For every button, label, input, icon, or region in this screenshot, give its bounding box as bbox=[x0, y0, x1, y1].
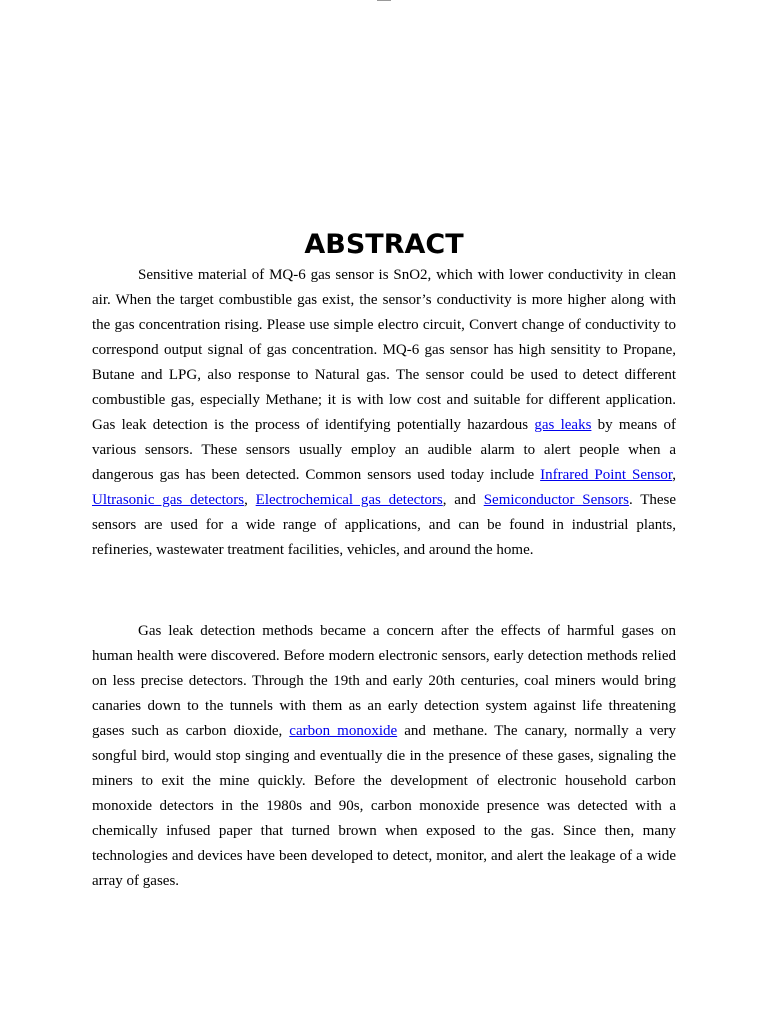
abstract-paragraph-2 bbox=[92, 619, 676, 894]
link-ultrasonic-gas-detectors[interactable]: Ultrasonic gas detectors bbox=[92, 492, 245, 508]
page-top-marker bbox=[377, 0, 391, 1]
paragraph-1-text-c: , bbox=[672, 467, 676, 483]
link-gas-leaks[interactable]: gas leaks bbox=[534, 417, 592, 433]
paragraph-1-text-f: . These sensors are used for a wide range of applications, and can be found in industrial plants, refineries, wastewater treatment facilities, vehicles, and around the home. bbox=[92, 492, 677, 558]
paragraph-1-text-d: , bbox=[244, 492, 256, 508]
link-electrochemical-gas-detectors[interactable]: Electrochemical gas detectors bbox=[255, 492, 443, 508]
link-semiconductor-sensors[interactable]: Semiconductor Sensors bbox=[483, 492, 629, 508]
link-infrared-point-sensor[interactable]: Infrared Point Sensor bbox=[540, 467, 673, 483]
paragraph-2-text-a: Gas leak detection methods became a concern after the effects of harmful gases on human health were discovered. Before modern electronic sensors, early detection methods relied on less precise detectors. Through the 19th and early 20th centuries, coal miners would bring canaries down to the tunnels with them as an early detection system against life threatening gases such as carbon dioxide, bbox=[92, 623, 676, 739]
paragraph-1-text-b: by means of various sensors. These sensors usually employ an audible alarm to alert people when a dangerous gas has been detected. Common sensors used today include bbox=[92, 417, 676, 483]
link-carbon-monoxide[interactable]: carbon monoxide bbox=[289, 723, 398, 739]
abstract-paragraph-1 bbox=[92, 263, 676, 563]
paragraph-1-text-a: Sensitive material of MQ-6 gas sensor is SnO2, which with lower conductivity in clean air. When the target combustible gas exist, the sensor’s conductivity is more higher along with the gas concentration rising. Please use simple electro circuit, Convert change of conductivity to correspond output signal of gas concentration. MQ-6 gas sensor has high sensitity to Propane, Butane and LPG, also response to Natural gas. The sensor could be used to detect different combustible gas, especially Methane; it is with low cost and suitable for different application. Gas leak detection is the process of identifying potentially hazardous bbox=[92, 267, 676, 433]
paragraph-2-text-b: and methane. The canary, normally a very songful bird, would stop singing and eventually die in the presence of these gases, signaling the miners to exit the mine quickly. Before the development of electronic household carbon monoxide detectors in the 1980s and 90s, carbon monoxide presence was detected with a chemically infused paper that turned brown when exposed to the gas. Since then, many technologies and devices have been developed to detect, monitor, and alert the leakage of a wide array of gases. bbox=[92, 723, 676, 889]
paragraph-1-text-e: , and bbox=[442, 492, 484, 508]
page-title: ABSTRACT bbox=[304, 229, 464, 260]
